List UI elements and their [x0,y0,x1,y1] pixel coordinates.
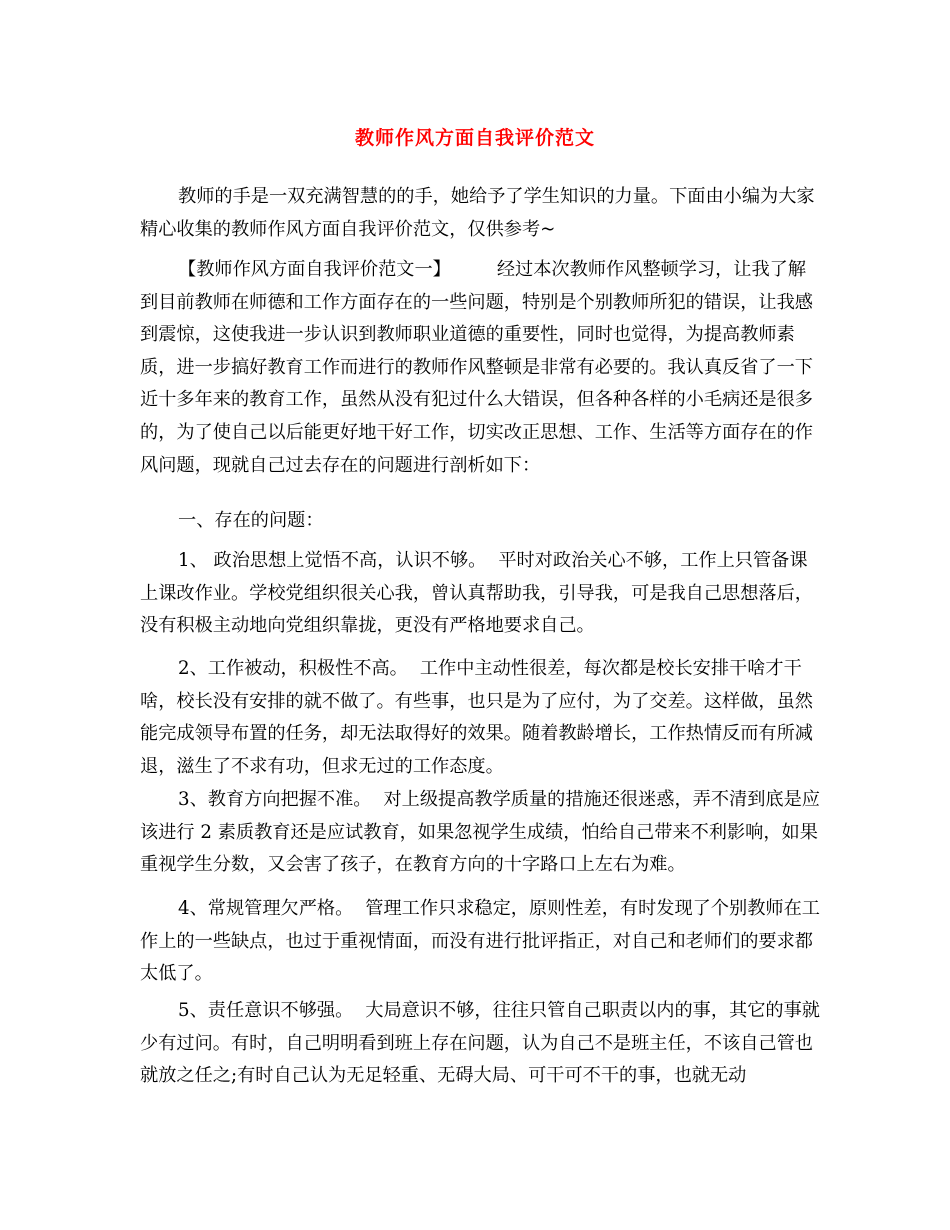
item-heading: 1、 政治思想上觉悟不高，认识不够。 [178,550,487,571]
item-body: 平时对政治关心不够，工作上只管备课上课改作业。学校党组织很关心我，曾认真帮助我，引导我，可是我自己思想落后，没有积极主动地向党组织靠拢，更没有严格地要求自己。 [140,550,813,637]
item-body: 工作中主动性很差，每次都是校长安排干啥才干啥，校长没有安排的就不做了。有些事，也只是为了应付，为了交差。这样做，虽然能完成领导布置的任务，却无法取得好的效果。随着教龄增长，工作热情反而有所减退，滋生了不求有功，但求无过的工作态度。 [140,658,813,777]
section-heading: 【教师作风方面自我评价范文一】 [178,259,451,280]
list-item [140,653,824,783]
item-heading: 2、工作被动，积极性不高。 [178,658,408,679]
list-item [140,784,824,882]
list-item [140,545,824,643]
list-item [140,893,824,991]
problems-heading [140,505,824,538]
item-body: 大局意识不够，往往只管自己职责以内的事，其它的事就少有过问。有时，自己明明看到班上存在问题，认为自己不是班主任，不该自己管也就放之任之;有时自己认为无足轻重、无碍大局、可干可不干的事，也就无动 [140,1000,820,1087]
intro-text: 教师的手是一双充满智慧的的手，她给予了学生知识的力量。下面由小编为大家精心收集的教师作风方面自我评价范文，仅供参考~ [140,186,815,240]
item-heading: 4、常规管理欠严格。 [178,898,354,919]
document-title: 教师作风方面自我评价范文 [354,127,595,149]
item-body: 管理工作只求稳定，原则性差，有时发现了个别教师在工作上的一些缺点，也过于重视情面，而没有进行批评指正，对自己和老师们的要求都太低了。 [140,898,820,985]
problems-heading-text: 一、存在的问题： [178,510,324,531]
intro-paragraph [140,181,824,246]
list-item [140,995,824,1093]
item-heading: 5、责任意识不够强。 [178,1000,354,1021]
section-one-paragraph [140,254,824,482]
item-body: 对上级提高教学质量的措施还很迷惑，弄不清到底是应该进行 2 素质教育还是应试教育，如果忽视学生成绩，怕给自己带来不利影响，如果重视学生分数，又会害了孩子，在教育方向的十字路口上左右为难。 [140,789,820,876]
section-body: 经过本次教师作风整顿学习，让我了解到目前教师在师德和工作方面存在的一些问题，特别是个别教师所犯的错误，让我感到震惊，这使我进一步认识到教师职业道德的重要性，同时也觉得，为提高教师素质，进一步搞好教育工作而进行的教师作风整顿是非常有必要的。我认真反省了一下近十多年来的教育工作，虽然从没有犯过什么大错误，但各种各样的小毛病还是很多的，为了使自己以后能更好地干好工作，切实改正思想、工作、生活等方面存在的作风问题，现就自己过去存在的问题进行剖析如下： [140,259,813,476]
item-heading: 3、教育方向把握不准。 [178,789,372,810]
